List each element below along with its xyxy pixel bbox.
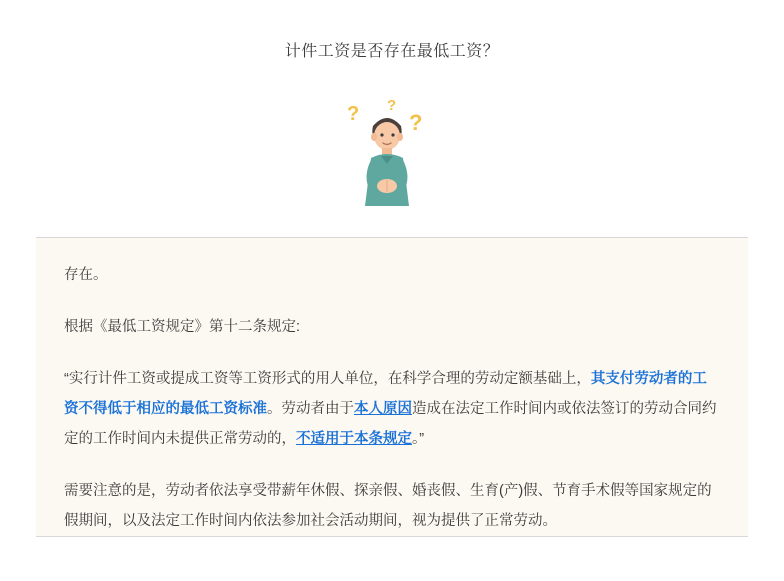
answer-paragraph-2: 根据《最低工资规定》第十二条规定: — [64, 319, 301, 335]
answer-quote — [64, 364, 720, 454]
page-title: 计件工资是否存在最低工资？ — [284, 43, 500, 60]
svg-text:?: ? — [347, 103, 360, 125]
illustration-container — [0, 73, 784, 223]
quote-part-1: “实行计件工资或提成工资等工资形式的用人单位，在科学合理的劳动定额基础上， — [64, 371, 591, 387]
answer-paragraph-1: 存在。 — [64, 267, 108, 283]
quote-highlight-3: 不适用于本条规定 — [296, 431, 412, 447]
answer-card — [36, 237, 748, 537]
quote-highlight-2: 本人原因 — [354, 401, 412, 417]
svg-text:?: ? — [409, 110, 423, 135]
thinking-person-illustration — [337, 88, 447, 208]
svg-text:?: ? — [387, 97, 397, 114]
quote-part-4: 。” — [412, 431, 425, 447]
quote-part-3: 造成在法定工作时间内或依法签订的劳动合同约定的工作时间内未提供正常劳动的， — [64, 401, 717, 447]
quote-part-2: 。劳动者由于 — [267, 401, 354, 417]
answer-paragraph-4: 需要注意的是，劳动者依法享受带薪年休假、探亲假、婚丧假、生育(产)假、节育手术假等国家规定的假期间，以及法定工作时间内依法参加社会活动期间，视为提供了正常劳动。 — [64, 483, 712, 529]
quote-highlight-1: 其支付劳动者的工资不得低于相应的最低工资标准 — [64, 371, 707, 417]
